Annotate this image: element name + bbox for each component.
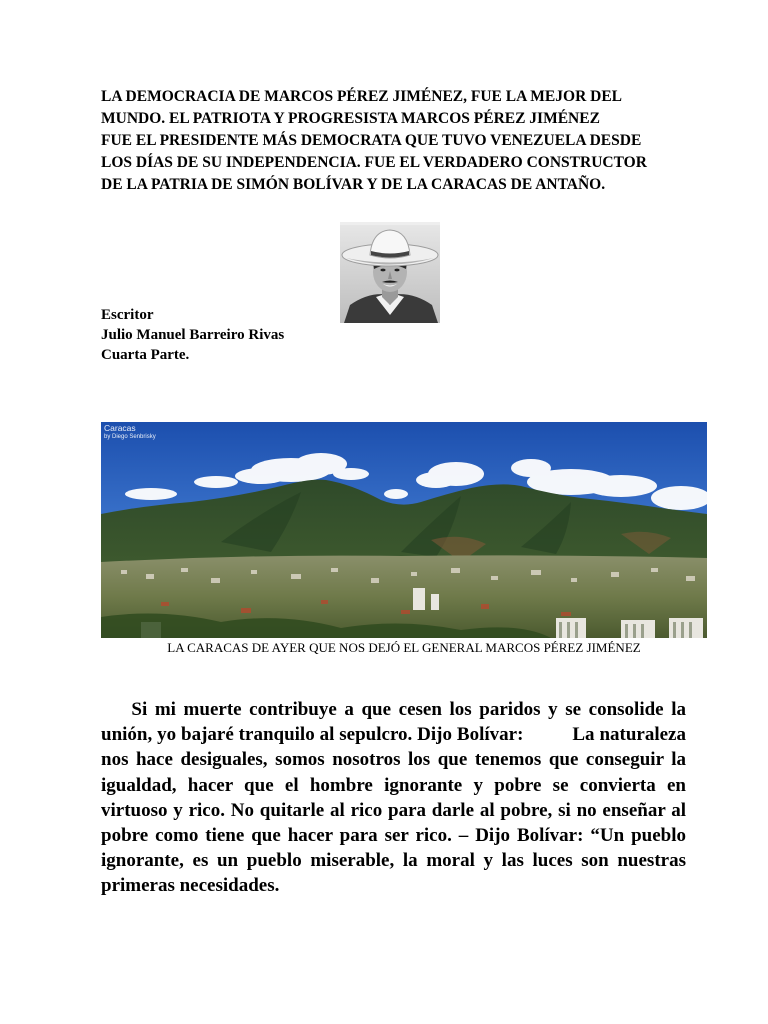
headline (101, 86, 701, 196)
photo-caption: LA CARACAS DE AYER QUE NOS DEJÓ EL GENERAL MARCOS PÉREZ JIMÉNEZ (167, 640, 641, 655)
headline-line: LA DEMOCRACIA DE MARCOS PÉREZ JIMÉNEZ, FUE LA MEJOR DEL (101, 88, 623, 105)
byline-role: Escritor (101, 307, 154, 323)
headline-line: MUNDO. EL PATRIOTA Y PROGRESISTA MARCOS PÉREZ JIMÉNEZ (101, 110, 600, 127)
headline-line: DE LA PATRIA DE SIMÓN BOLÍVAR Y DE LA CARACAS DE ANTAÑO. (101, 176, 606, 193)
byline-author: Julio Manuel Barreiro Rivas (101, 327, 285, 343)
photo-credit-title: Caracas (104, 423, 136, 433)
author-portrait (340, 222, 440, 323)
headline-line: FUE EL PRESIDENTE MÁS DEMOCRATA QUE TUVO VENEZUELA DESDE (101, 132, 642, 149)
headline-line: LOS DÍAS DE SU INDEPENDENCIA. FUE EL VERDADERO CONSTRUCTOR (101, 154, 647, 171)
byline (101, 305, 284, 365)
photo-credit (104, 424, 156, 442)
body-paragraph: Si mi muerte contribuye a que cesen los paridos y se consolide la unión, yo bajaré tranquilo al sepulcro. Dijo Bolívar: La naturaleza nos hace desiguales, somos nosotros los que tenemos que conseguir la igualdad, hacer que el hombre ignorante y pobre se convierta en virtuoso y rico. No quitarle al rico para darle al pobre, si no enseñar al pobre como tiene que hacer para ser rico. – Dijo Bolívar: “Un pueblo ignorante, es un pueblo miserable, la moral y las luces son nuestras primeras necesidades. (101, 699, 691, 897)
photo-credit-author: by Diego Senbrisky (104, 434, 156, 440)
caracas-panorama-photo (101, 422, 707, 638)
byline-part: Cuarta Parte. (101, 347, 190, 363)
